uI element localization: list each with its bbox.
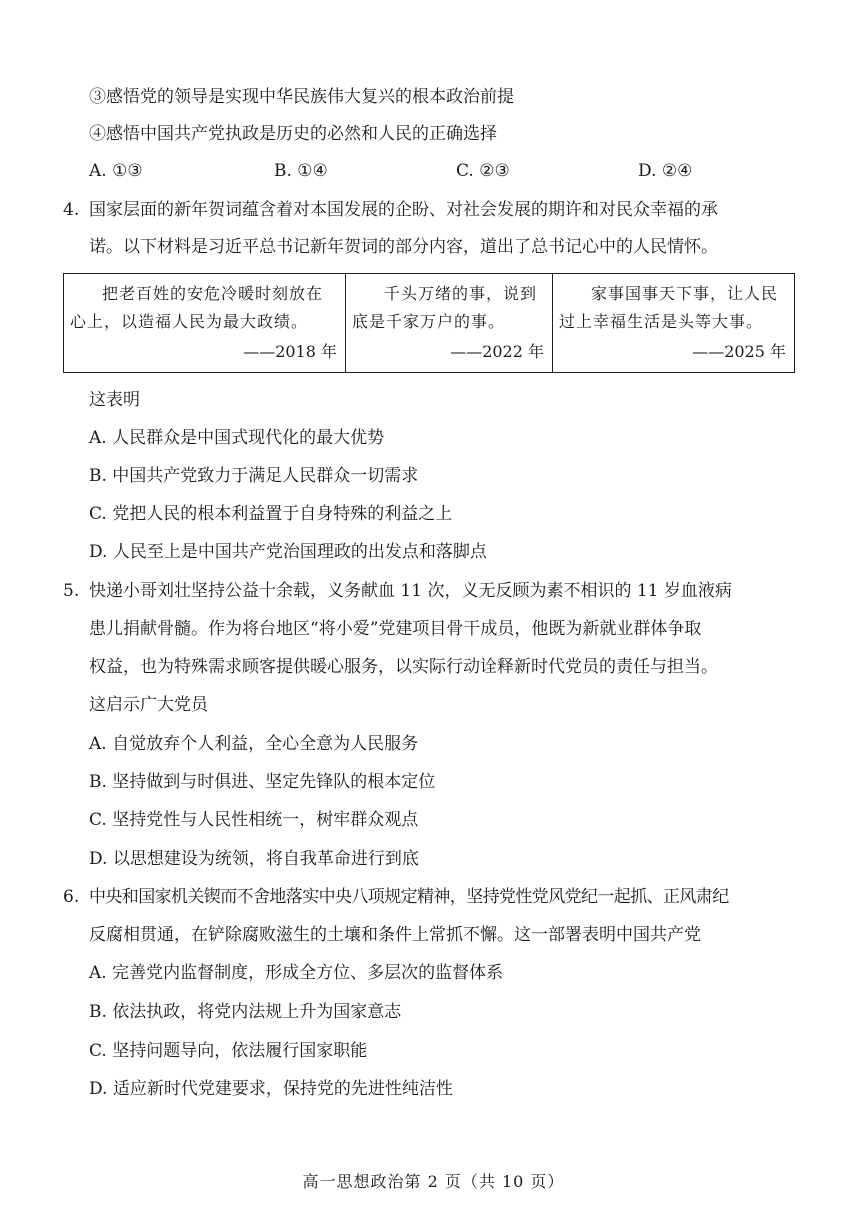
q4-option-a[interactable]: A. 人民群众是中国式现代化的最大优势 (89, 428, 385, 448)
q5-option-c[interactable]: C. 坚持党性与人民性相统一，树牢群众观点 (89, 810, 419, 830)
q3-option-c[interactable]: C. ②③ (456, 161, 510, 181)
q6-stem-line-2: 反腐相贯通，在铲除腐败滋生的土壤和条件上常抓不懈。这一部署表明中国共产党 (89, 925, 701, 945)
q4-quote-cell-2018 (64, 274, 346, 373)
q5-stem-line-1: 快递小哥刘壮坚持公益十余载，义务献血 11 次，义无反顾为素不相识的 11 岁血液病 (89, 581, 732, 601)
q5-option-d[interactable]: D. 以思想建设为统领，将自我革命进行到底 (89, 849, 419, 869)
q3-item-4: ④感悟中国共产党执政是历史的必然和人民的正确选择 (89, 124, 497, 144)
q4-quote-text: 把老百姓的安危冷暖时刻放在心上，以造福人民为最大政绩。 (70, 284, 324, 331)
q4-quote-year: ——2018 年 (243, 342, 337, 361)
q4-quote-text: 千头万绪的事，说到底是千家万户的事。 (352, 284, 538, 331)
page-footer: 高一思想政治第 2 页（共 10 页） (302, 1172, 565, 1191)
q6-option-a[interactable]: A. 完善党内监督制度，形成全方位、多层次的监督体系 (89, 963, 504, 983)
q3-item-3: ③感悟党的领导是实现中华民族伟大复兴的根本政治前提 (89, 87, 514, 107)
q6-option-d[interactable]: D. 适应新时代党建要求，保持党的先进性纯洁性 (89, 1079, 453, 1099)
q4-quote-table (63, 273, 795, 373)
q3-option-d[interactable]: D. ②④ (638, 161, 693, 181)
q6-number: 6. (63, 887, 80, 907)
q4-quote-year: ——2022 年 (450, 342, 544, 361)
q6-option-c[interactable]: C. 坚持问题导向，依法履行国家职能 (89, 1041, 368, 1061)
q3-option-b[interactable]: B. ①④ (274, 161, 328, 181)
q4-quote-cell-2025 (553, 274, 795, 373)
q4-quote-year: ——2025 年 (692, 342, 786, 361)
q4-option-d[interactable]: D. 人民至上是中国共产党治国理政的出发点和落脚点 (89, 542, 487, 562)
q5-prompt: 这启示广大党员 (89, 695, 208, 715)
q4-number: 4. (63, 200, 80, 220)
q5-stem-line-2: 患儿捐献骨髓。作为将台地区“将小爱”党建项目骨干成员，他既为新就业群体争取 (89, 619, 702, 639)
q4-stem-line-2: 诺。以下材料是习近平总书记新年贺词的部分内容，道出了总书记心中的人民情怀。 (89, 237, 718, 257)
q4-quote-text: 家事国事天下事，让人民过上幸福生活是头等大事。 (559, 284, 779, 331)
q5-number: 5. (63, 581, 80, 601)
q5-stem-line-3: 权益，也为特殊需求顾客提供暖心服务，以实际行动诠释新时代党员的责任与担当。 (89, 657, 718, 677)
q6-option-b[interactable]: B. 依法执政，将党内法规上升为国家意志 (89, 1002, 402, 1022)
q4-prompt: 这表明 (89, 390, 140, 410)
q5-option-a[interactable]: A. 自觉放弃个人利益，全心全意为人民服务 (89, 734, 419, 754)
q4-stem-line-1: 国家层面的新年贺词蕴含着对本国发展的企盼、对社会发展的期许和对民众幸福的承 (89, 200, 718, 220)
q4-quote-cell-2022 (346, 274, 553, 373)
q3-option-a[interactable]: A. ①③ (89, 161, 143, 181)
q5-option-b[interactable]: B. 坚持做到与时俱进、坚定先锋队的根本定位 (89, 772, 436, 792)
q4-option-c[interactable]: C. 党把人民的根本利益置于自身特殊的利益之上 (89, 504, 453, 524)
q4-option-b[interactable]: B. 中国共产党致力于满足人民群众一切需求 (89, 466, 419, 486)
q6-stem-line-1: 中央和国家机关锲而不舍地落实中央八项规定精神，坚持党性党风党纪一起抓、正风肃纪 (89, 887, 729, 907)
